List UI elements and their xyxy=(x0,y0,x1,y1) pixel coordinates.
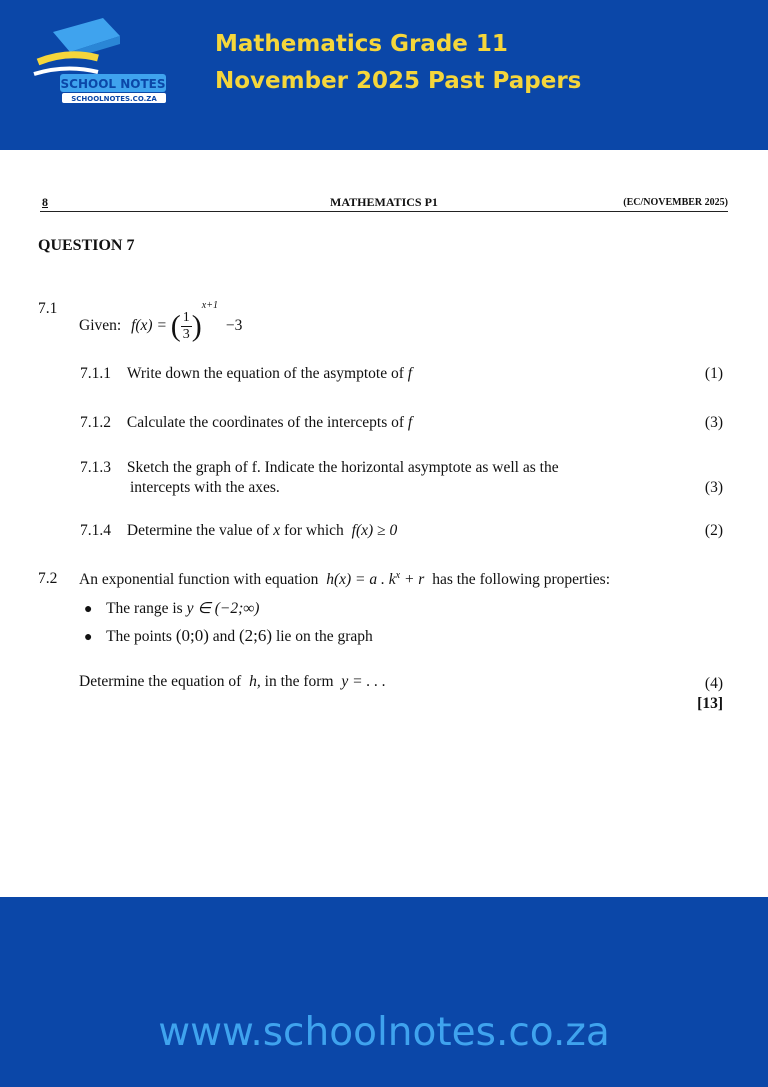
page-number: 8 xyxy=(42,195,48,209)
banner-title-line2: November 2025 Past Papers xyxy=(215,68,582,94)
fraction xyxy=(181,310,192,343)
exponent: x+1 xyxy=(201,300,218,311)
part-text: Determine the value of xyxy=(126,522,270,539)
school-notes-logo xyxy=(28,14,173,109)
question-total: [13] xyxy=(697,695,723,712)
q7-2-number: 7.2 xyxy=(38,570,58,587)
marks-7-2: (4) xyxy=(704,675,723,692)
part-text-line2: intercepts with the axes. xyxy=(130,479,280,496)
part-7-1-3 xyxy=(80,459,559,477)
given-label: Given: xyxy=(79,317,122,334)
bullet-points xyxy=(84,626,373,646)
question-title: QUESTION 7 xyxy=(38,237,135,254)
q7-1-number: 7.1 xyxy=(38,300,58,317)
bullet-dot: ● xyxy=(84,630,93,645)
fraction-denominator: 3 xyxy=(182,326,190,342)
determine-expr: y = . . . xyxy=(341,673,386,690)
part-text-line1: Sketch the graph of f. Indicate the horizontal asymptote as well as the xyxy=(126,459,559,476)
banner-title xyxy=(215,26,581,100)
q7-2-equation-tail: + r xyxy=(403,571,425,589)
bullet-range xyxy=(84,599,259,618)
right-paren: ) xyxy=(191,309,202,343)
bullet-tail: lie on the graph xyxy=(275,628,373,645)
bullet-dot: ● xyxy=(84,602,93,617)
marks-7-1-3: (3) xyxy=(704,479,723,496)
part-text: Write down the equation of the asymptote of xyxy=(126,365,404,382)
part-text-after: for which xyxy=(283,522,344,539)
function-tail: −3 xyxy=(225,317,243,334)
bullet-mid: and xyxy=(212,628,236,645)
part-number: 7.1.4 xyxy=(80,522,111,539)
logo-text: SCHOOL NOTES xyxy=(60,77,166,91)
document-header xyxy=(40,195,728,212)
part-7-1-4 xyxy=(80,522,397,540)
left-paren: ( xyxy=(170,309,181,343)
marks-7-1-1: (1) xyxy=(704,365,723,382)
top-banner xyxy=(0,0,768,150)
bullet-text: The points xyxy=(106,628,172,645)
determine-var: h, xyxy=(249,673,261,690)
bullet-text: The range is xyxy=(106,600,183,617)
part-number: 7.1.1 xyxy=(80,365,111,382)
part-var: f xyxy=(407,365,413,382)
bullet-expr2: (2;6) xyxy=(239,626,273,645)
logo-subtext: SCHOOLNOTES.CO.ZA xyxy=(71,95,157,103)
part-7-1-1 xyxy=(80,365,412,383)
q7-2-text xyxy=(79,570,610,589)
q7-2-equation-exp: x xyxy=(395,570,401,581)
part-var: x xyxy=(273,522,281,539)
marks-7-1-2: (3) xyxy=(704,414,723,431)
fraction-numerator: 1 xyxy=(182,309,190,325)
part-text: Calculate the coordinates of the intercepts of xyxy=(126,414,405,431)
q7-2-intro: An exponential function with equation xyxy=(79,571,319,589)
part-number: 7.1.2 xyxy=(80,414,111,431)
q7-2-text-after: has the following properties: xyxy=(432,571,610,589)
bullet-expr: y ∈ (−2;∞) xyxy=(186,600,260,617)
bullet-expr1: (0;0) xyxy=(175,626,209,645)
part-var: f xyxy=(407,414,413,431)
function-lhs: f(x) = xyxy=(131,317,167,334)
exam-label: (EC/NOVEMBER 2025) xyxy=(623,197,728,208)
part-7-1-2 xyxy=(80,414,412,432)
determine-text: Determine the equation of xyxy=(79,673,242,690)
q7-2-equation: h(x) = a . k xyxy=(326,571,396,589)
q7-1-given xyxy=(79,300,242,343)
determine-tail: in the form xyxy=(264,673,334,690)
q7-2-determine xyxy=(79,673,386,691)
website-link[interactable]: www.schoolnotes.co.za xyxy=(158,1010,610,1055)
banner-title-line1: Mathematics Grade 11 xyxy=(215,31,508,57)
part-number: 7.1.3 xyxy=(80,459,111,476)
part-expr: f(x) ≥ 0 xyxy=(351,522,398,539)
subject-title: MATHEMATICS P1 xyxy=(330,195,438,209)
bottom-banner xyxy=(0,897,768,1087)
marks-7-1-4: (2) xyxy=(704,522,723,539)
